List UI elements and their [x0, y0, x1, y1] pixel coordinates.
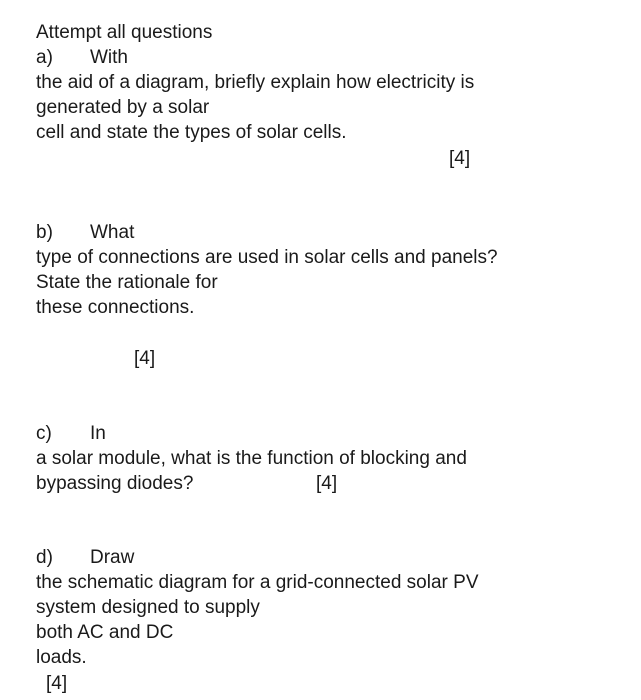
question-d-marks: [4] — [46, 673, 68, 694]
question-d-line-4: loads. — [36, 647, 87, 668]
question-d-line-2: system designed to supply — [36, 597, 260, 618]
question-b-lead: What — [90, 222, 135, 243]
question-c-heading — [36, 422, 106, 446]
question-a-marks: [4] — [449, 148, 471, 169]
question-d-lead: Draw — [90, 547, 135, 568]
question-a-heading — [36, 46, 128, 70]
question-d-label: d) — [36, 547, 53, 568]
question-b-line-3: these connections. — [36, 297, 195, 318]
question-b-heading — [36, 221, 134, 245]
instructions-header: Attempt all questions — [36, 22, 213, 43]
question-d-heading — [36, 546, 134, 570]
question-c-line-1: a solar module, what is the function of blocking and — [36, 448, 467, 469]
question-c-line-2: bypassing diodes? — [36, 473, 194, 494]
question-b-line-2: State the rationale for — [36, 272, 218, 293]
question-a-line-1: the aid of a diagram, briefly explain how electricity is — [36, 72, 475, 93]
question-a-line-2: generated by a solar — [36, 97, 210, 118]
question-c-marks: [4] — [316, 473, 338, 494]
question-d-line-3: both AC and DC — [36, 622, 174, 643]
question-b-line-1: type of connections are used in solar cells and panels? — [36, 247, 498, 268]
question-a-label: a) — [36, 47, 53, 68]
question-b-marks: [4] — [134, 348, 156, 369]
question-a-lead: With — [90, 47, 128, 68]
question-c-lead: In — [90, 423, 106, 444]
question-c-label: c) — [36, 423, 52, 444]
question-b-label: b) — [36, 222, 53, 243]
question-d-line-1: the schematic diagram for a grid-connected solar PV — [36, 572, 479, 593]
question-a-line-3: cell and state the types of solar cells. — [36, 122, 347, 143]
